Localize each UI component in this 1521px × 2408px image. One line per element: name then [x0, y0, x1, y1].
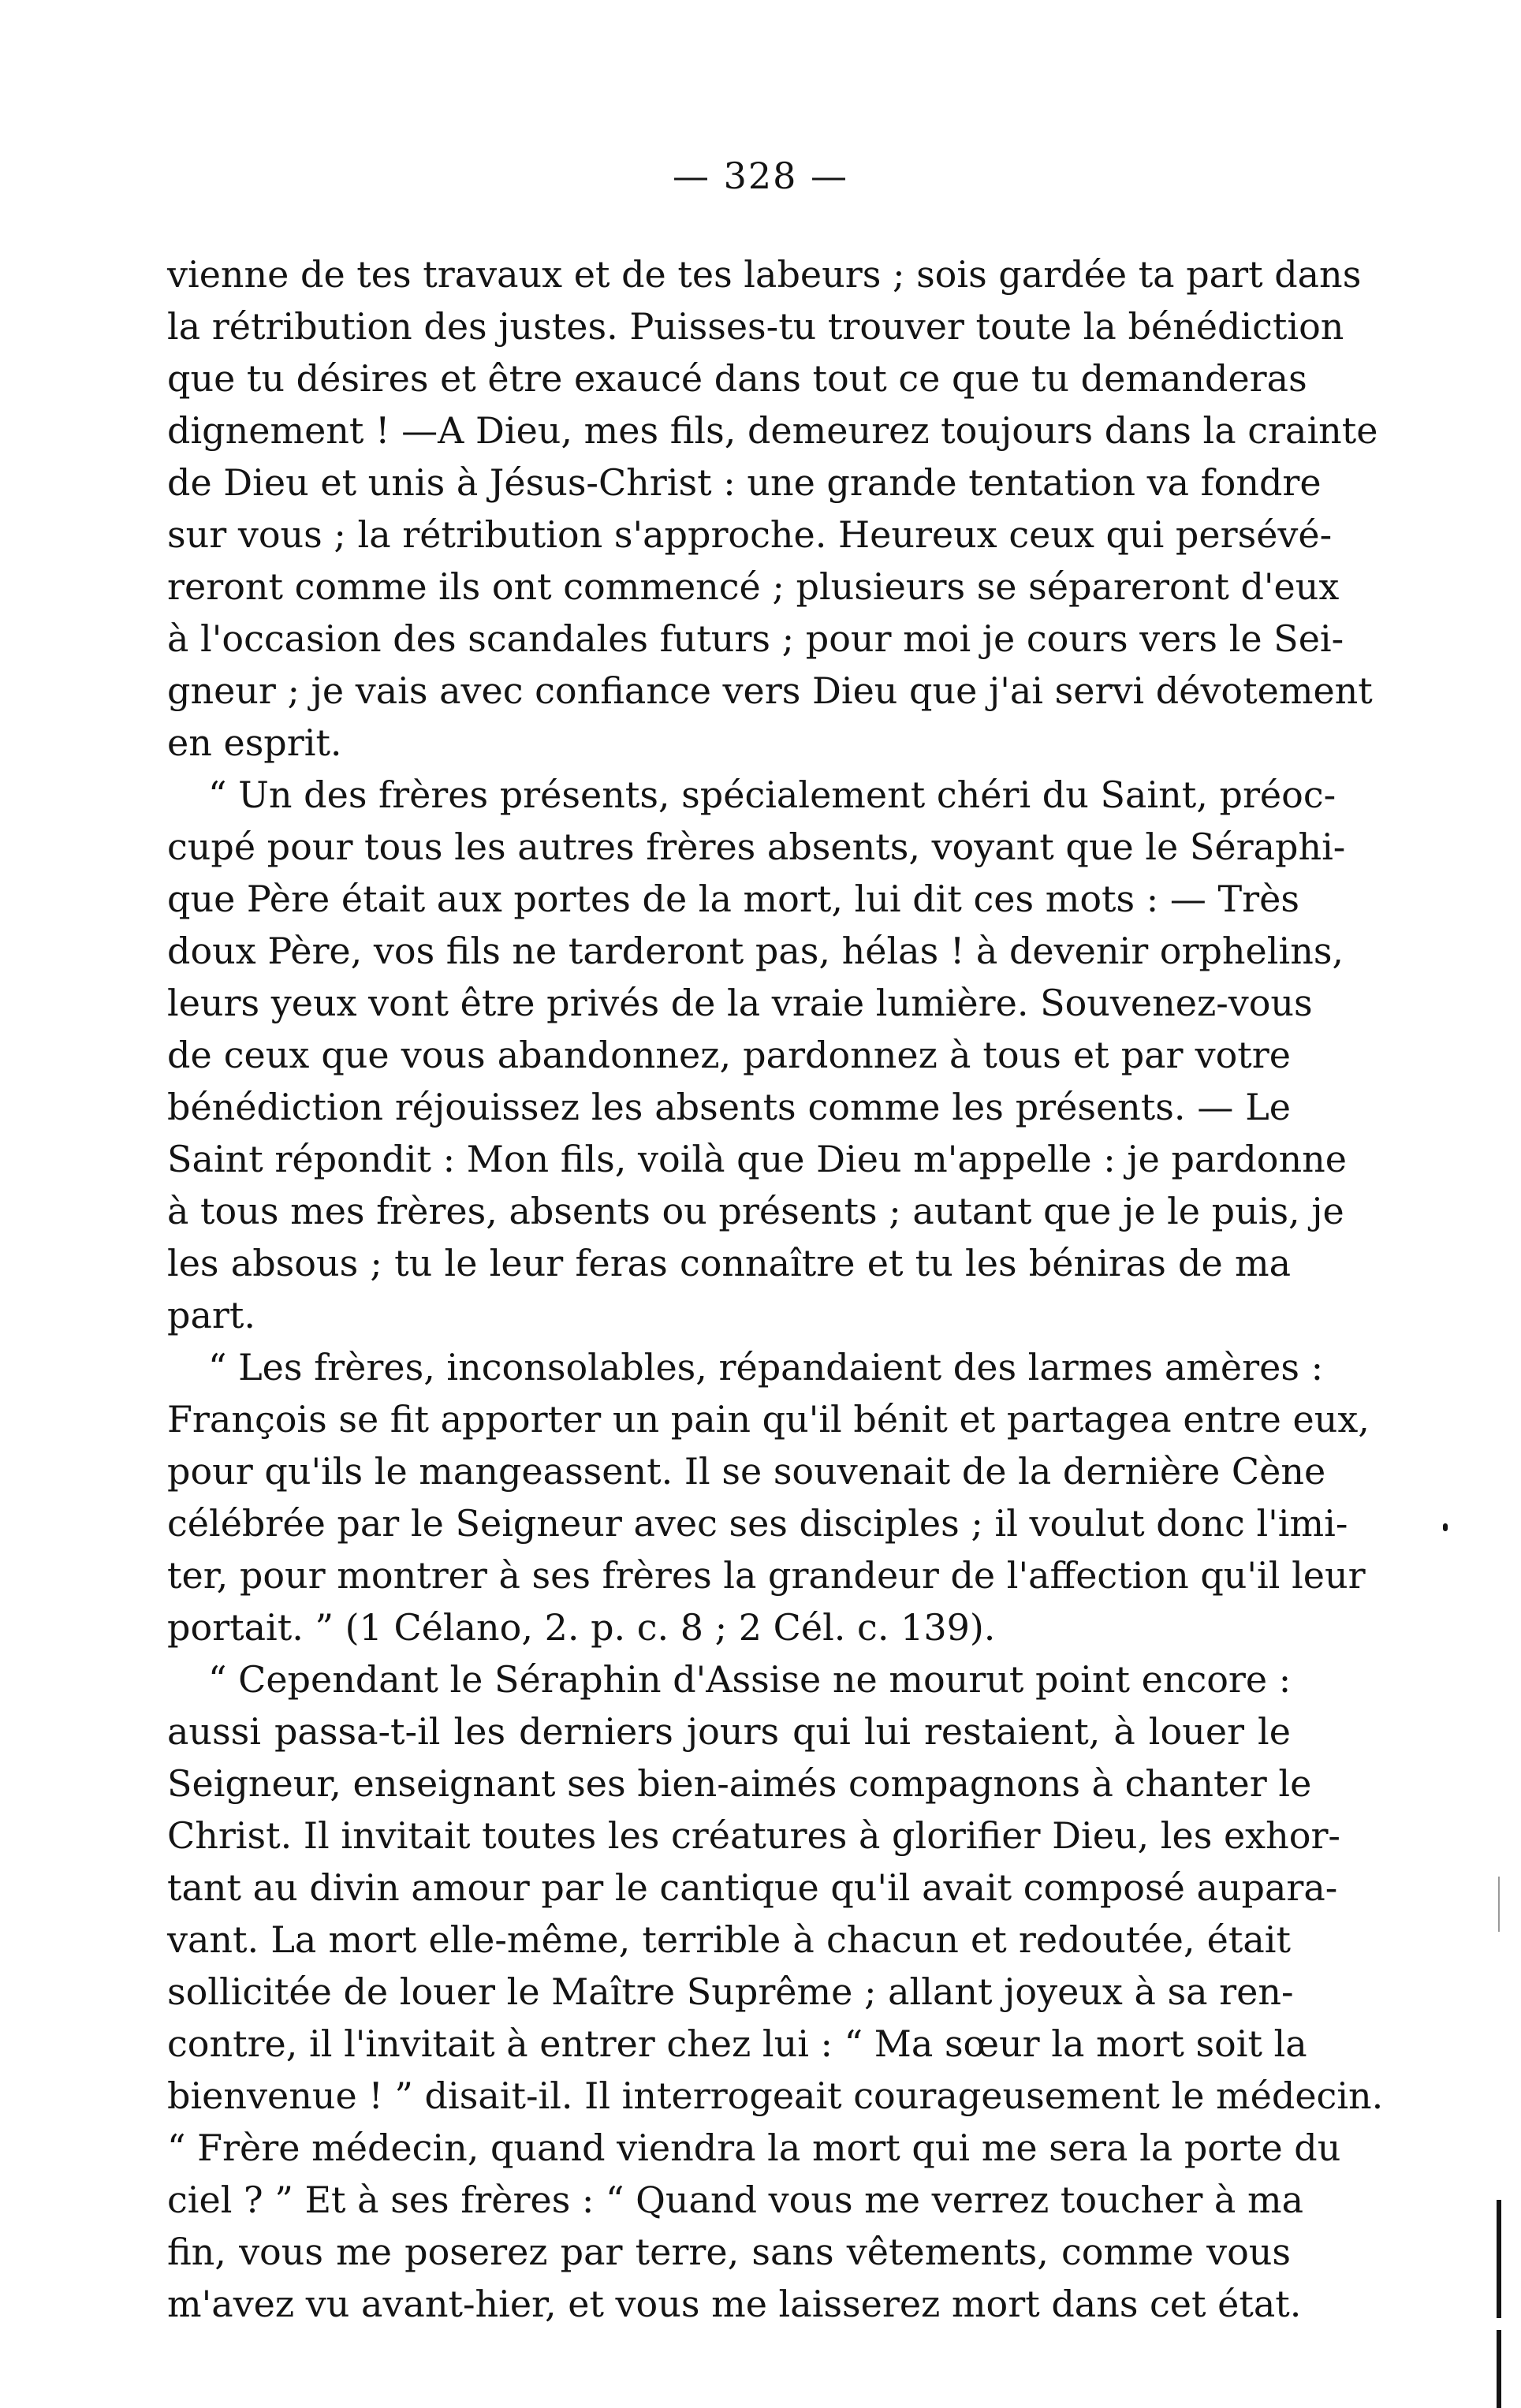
text-line: de Dieu et unis à Jésus-Christ : une grande tentation va fondre — [167, 461, 1322, 504]
text-line: Saint répondit : Mon fils, voilà que Dieu m'appelle : je pardonne — [167, 1138, 1347, 1180]
text-line: bénédiction réjouissez les absents comme les présents. — Le — [167, 1086, 1291, 1128]
text-line: bienvenue ! ” disait-il. Il interrogeait courageusement le médecin. — [167, 2074, 1384, 2117]
text-line: fin, vous me poserez par terre, sans vêtements, comme vous — [167, 2231, 1291, 2273]
text-line: “ Un des frères présents, spécialement chéri du Saint, préoc- — [208, 773, 1336, 816]
text-line: doux Père, vos fils ne tarderont pas, hélas ! à devenir orphelins, — [167, 930, 1344, 972]
scan-edge-mark — [1497, 2200, 1501, 2318]
text-line: pour qu'ils le mangeassent. Il se souvenait de la dernière Cène — [167, 1450, 1326, 1493]
text-line: François se fit apporter un pain qu'il bénit et partagea entre eux, — [167, 1398, 1370, 1441]
text-line: que Père était aux portes de la mort, lui dit ces mots : — Très — [167, 878, 1299, 920]
text-line: reront comme ils ont commencé ; plusieurs se sépareront d'eux — [167, 565, 1340, 608]
text-line: la rétribution des justes. Puisses-tu trouver toute la bénédiction — [167, 305, 1344, 348]
scan-edge-mark — [1497, 2330, 1501, 2408]
body-text — [167, 248, 1384, 2330]
text-line: célébrée par le Seigneur avec ses disciples ; il voulut donc l'imi- — [167, 1502, 1348, 1545]
text-line: dignement ! —A Dieu, mes fils, demeurez toujours dans la crainte — [167, 409, 1378, 452]
text-line: tant au divin amour par le cantique qu'il avait composé aupara- — [167, 1866, 1338, 1909]
text-line: leurs yeux vont être privés de la vraie lumière. Souvenez-vous — [167, 982, 1313, 1024]
scan-artifact-line — [1498, 1877, 1500, 1932]
text-line: à tous mes frères, absents ou présents ; autant que je le puis, je — [167, 1190, 1344, 1232]
text-line: contre, il l'invitait à entrer chez lui : “ Ma sœur la mort soit la — [167, 2022, 1307, 2065]
page-number: — 328 — — [672, 155, 849, 197]
scan-artifact-dot — [1443, 1523, 1448, 1531]
text-line: aussi passa-t-il les derniers jours qui lui restaient, à louer le — [167, 1710, 1291, 1753]
text-line: “ Frère médecin, quand viendra la mort qui me sera la porte du — [167, 2127, 1341, 2169]
text-line: vant. La mort elle-même, terrible à chacun et redoutée, était — [167, 1918, 1291, 1961]
text-line: Seigneur, enseignant ses bien-aimés compagnons à chanter le — [167, 1762, 1312, 1805]
text-line: ter, pour montrer à ses frères la grandeur de l'affection qu'il leur — [167, 1554, 1366, 1597]
text-line: Christ. Il invitait toutes les créatures à glorifier Dieu, les exhor- — [167, 1814, 1340, 1857]
text-line: part. — [167, 1294, 255, 1336]
text-line: en esprit. — [167, 721, 342, 764]
text-line: à l'occasion des scandales futurs ; pour moi je cours vers le Sei- — [167, 617, 1344, 660]
text-line: les absous ; tu le leur feras connaître et tu les béniras de ma — [167, 1242, 1291, 1284]
text-line: “ Cependant le Séraphin d'Assise ne mourut point encore : — [208, 1658, 1292, 1701]
text-line: vienne de tes travaux et de tes labeurs ; sois gardée ta part dans — [167, 253, 1362, 296]
text-line: “ Les frères, inconsolables, répandaient des larmes amères : — [208, 1346, 1324, 1389]
text-line: de ceux que vous abandonnez, pardonnez à tous et par votre — [167, 1034, 1291, 1076]
text-line: ciel ? ” Et à ses frères : “ Quand vous me verrez toucher à ma — [167, 2179, 1304, 2221]
text-line: que tu désires et être exaucé dans tout ce que tu demanderas — [167, 357, 1307, 400]
text-line: cupé pour tous les autres frères absents, voyant que le Séraphi- — [167, 826, 1346, 868]
text-line: sur vous ; la rétribution s'approche. Heureux ceux qui persévé- — [167, 513, 1333, 556]
text-line: portait. ” (1 Célano, 2. p. c. 8 ; 2 Cél. c. 139). — [167, 1606, 996, 1649]
text-line: gneur ; je vais avec confiance vers Dieu que j'ai servi dévotement — [167, 669, 1373, 712]
text-line: m'avez vu avant-hier, et vous me laisserez mort dans cet état. — [167, 2283, 1302, 2325]
text-line: sollicitée de louer le Maître Suprême ; allant joyeux à sa ren- — [167, 1970, 1294, 2013]
